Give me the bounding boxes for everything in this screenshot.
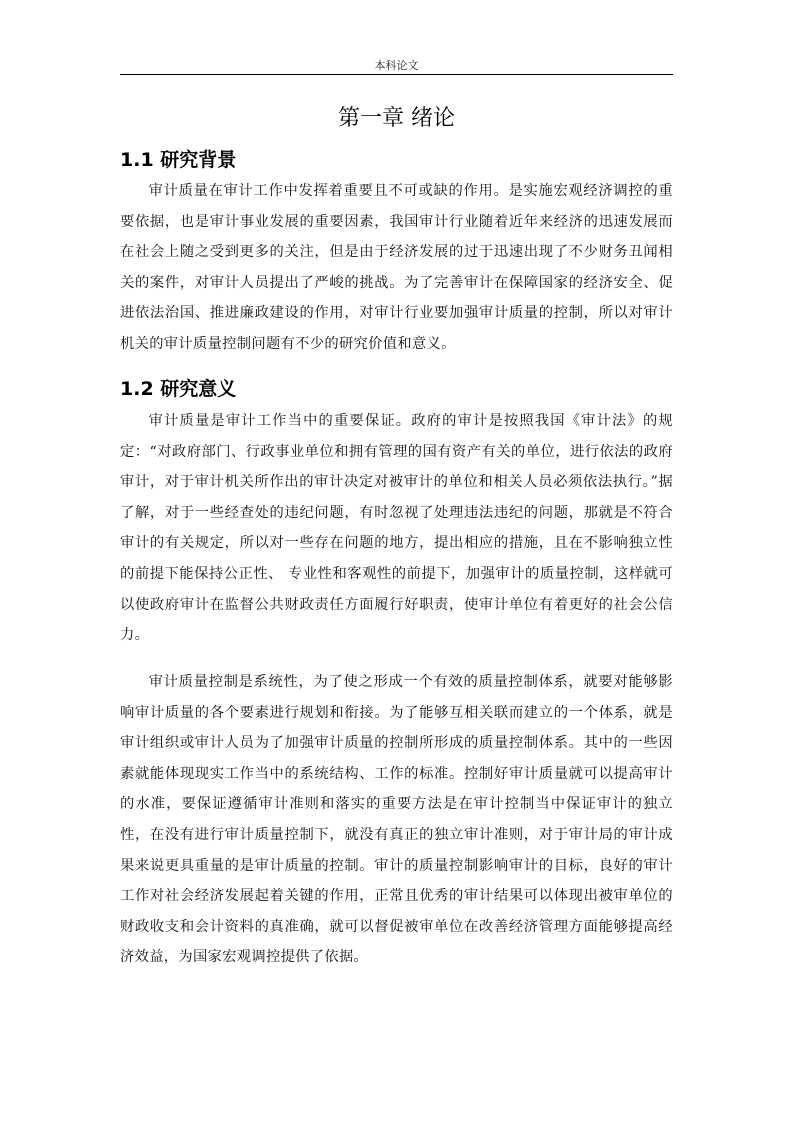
paragraph-significance-2: 审计质量控制是系统性，为了使之形成一个有效的质量控制体系，就要对能够影响审计质量的各个要素进行规划和衔接。为了能够互相关联而建立的一个体系，就是审计组织或审计人员为了加强审计质量的控制所形成的质量控制体系。其中的一些因素就能体现现实工作当中的系统结构、工作的标准。控制好审计质量就可以提高审计的水准，要保证遵循审计准则和落实的重要方法是在审计控制当中保证审计的独立性，在没有进行审计质量控制下，就没有真正的独立审计准则，对于审计局的审计成果来说更具重量的是审计质量的控制。审计的质量控制影响审计的目标，良好的审计工作对社会经济发展起着关键的作用，正常且优秀的审计结果可以体现出被审单位的财政收支和会计资料的真准确，就可以督促被审单位在改善经济管理方面能够提高经济效益，为国家宏观调控提供了依据。 (120, 674, 673, 966)
section-title-background: 1.1 研究背景 (120, 149, 237, 171)
header-rule (120, 74, 673, 75)
section-title-significance: 1.2 研究意义 (120, 378, 237, 400)
paragraph-background: 审计质量在审计工作中发挥着重要且不可或缺的作用。是实施宏观经济调控的重要依据，也是审计事业发展的重要因素，我国审计行业随着近年来经济的迅速发展而在社会上随之受到更多的关注，但是由于经济发展的过于迅速出现了不少财务丑闻相关的案件，对审计人员提出了严峻的挑战。为了完善审计在保障国家的经济安全、促进依法治国、推进廉政建设的作用，对审计行业要加强审计质量的控制，所以对审计机关的审计质量控制问题有不少的研究价值和意义。 (120, 183, 673, 352)
chapter-title: 第一章 绪论 (338, 106, 455, 131)
paragraph-significance-1: 审计质量是审计工作当中的重要保证。政府的审计是按照我国《审计法》的规定：“对政府部门、行政事业单位和拥有管理的国有资产有关的单位，进行依法的政府审计，对于审计机关所作出的审计决定对被审计的单位和相关人员必须依法执行。”据了解，对于一些经查处的违纪问题，有时忽视了处理违法违纪的问题，那就是不符合审计的有关规定，所以对一些存在问题的地方，提出相应的措施，且在不影响独立性的前提下能保持公正性、 专业性和客观性的前提下，加强审计的质量控制，这样就可以使政府审计在监督公共财政责任方面履行好职责，使审计单位有着更好的社会公信力。 (120, 413, 673, 644)
running-header: 本科论文 (374, 59, 419, 72)
